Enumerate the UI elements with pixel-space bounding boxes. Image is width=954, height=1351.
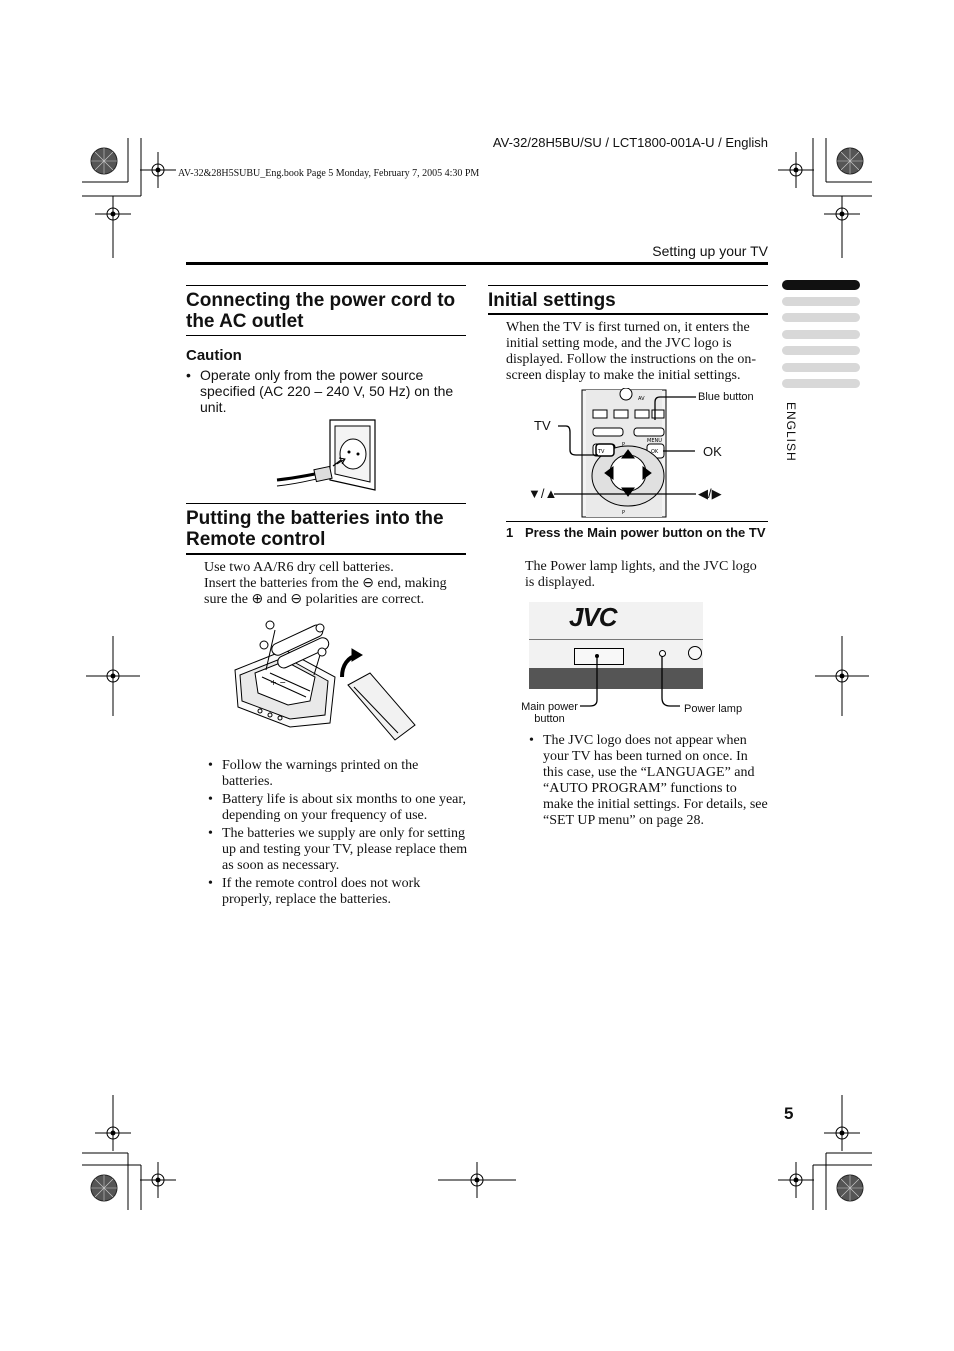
intro-text: sure the [204,592,248,607]
initial-note: • The JVC logo does not appear when your TV has been turned on once. In this case, use the “LANGUAGE” and “AUTO PROGRAM” functions to make the initial settings. For details, see “SET UP menu” on page 28. [525,733,768,829]
power-lamp-label: Power lamp [684,703,743,715]
key-ok-label: OK [651,449,659,455]
battery-notes [204,758,469,910]
section-bottom-rule [186,553,466,555]
battery-illustration [230,615,420,750]
caution-list [182,367,467,417]
side-tab [782,330,860,339]
key-p-up-label: P [622,442,626,448]
section-bottom-rule [186,335,466,336]
side-tab [782,379,860,388]
initial-heading: Initial settings [488,290,616,311]
caution-item: • Operate only from the power source specified (AC 220 – 240 V, 50 Hz) on the unit. [182,367,467,415]
intro-line [204,592,466,608]
step-text: The Power lamp lights, and the JVC logo is displayed. [525,559,757,590]
battery-note: • Battery life is about six months to one year, depending on your frequency of use. [204,792,469,824]
side-tab-active [782,280,860,290]
power-heading: Connecting the power cord to the AC outlet [186,290,456,332]
tv-bezel-line [529,639,703,640]
plus-symbol-icon: ⊕ [251,592,264,607]
intro-text: and [266,592,287,607]
model-code: AV-32/28H5BU/SU / LCT1800-001A-U / English [492,135,768,150]
battery-note: • If the remote control does not work properly, replace the batteries. [204,876,469,908]
step-rule [506,521,768,522]
initial-intro: When the TV is first turned on, it enters the initial setting mode, and the JVC logo is displayed. Follow the instructions on the on-screen display to make the initial settings. [506,320,757,383]
side-tab [782,297,860,306]
minus-symbol-icon: ⊖ [362,576,374,591]
intro-text: Insert the batteries from the [204,576,359,591]
intro-line: Use two AA/R6 dry cell batteries. [204,560,394,575]
main-power-label [512,701,587,725]
initial-notes [525,733,768,831]
ok-label: OK [703,444,722,459]
section-top-rule [186,285,466,286]
caution-title: Caution [186,347,242,364]
svg-text:+ −: + − [270,678,286,687]
section-bottom-rule [488,313,768,315]
intro-text: polarities are correct. [305,592,425,607]
page-number: 5 [784,1104,794,1123]
batteries-heading: Putting the batteries into the Remote control [186,508,444,550]
side-tab [782,313,860,322]
battery-note: • The batteries we supply are only for setting up and testing your TV, please replace them as soon as necessary. [204,826,469,874]
minus-symbol-icon: ⊖ [290,592,303,607]
section-title: Setting up your TV [652,243,768,259]
side-tab [782,346,860,355]
side-tab-label: ENGLISH [784,402,798,462]
side-tab [782,363,860,372]
remote-leader-lines [520,388,750,508]
left-right-label: ◀/▶ [698,486,722,501]
header-rule [186,262,768,265]
key-av-label: AV [638,396,645,402]
battery-note: • Follow the warnings printed on the batteries. [204,758,469,790]
main-power-label-line: button [534,713,565,725]
key-p-down-label: P [622,510,626,516]
section-top-rule [488,285,768,286]
intro-line [204,576,466,592]
tv-label: TV [534,418,551,433]
book-info: AV-32&28H5SUBU_Eng.book Page 5 Monday, February 7, 2005 4:30 PM [178,168,480,179]
section-top-rule [186,503,466,504]
batteries-intro [204,560,466,608]
key-tv-label: TV [598,449,605,455]
power-outlet-illustration [275,418,380,493]
blue-button-label: Blue button [698,391,754,403]
main-power-label-line: Main power [521,701,578,713]
jvc-logo: JVC [569,602,617,632]
intro-text: end, making [377,576,447,591]
step-title: Press the Main power button on the TV [525,525,766,540]
step-number: 1 [506,525,514,540]
key-menu-label: MENU [647,438,662,444]
down-up-label: ▼/▲ [528,486,558,501]
